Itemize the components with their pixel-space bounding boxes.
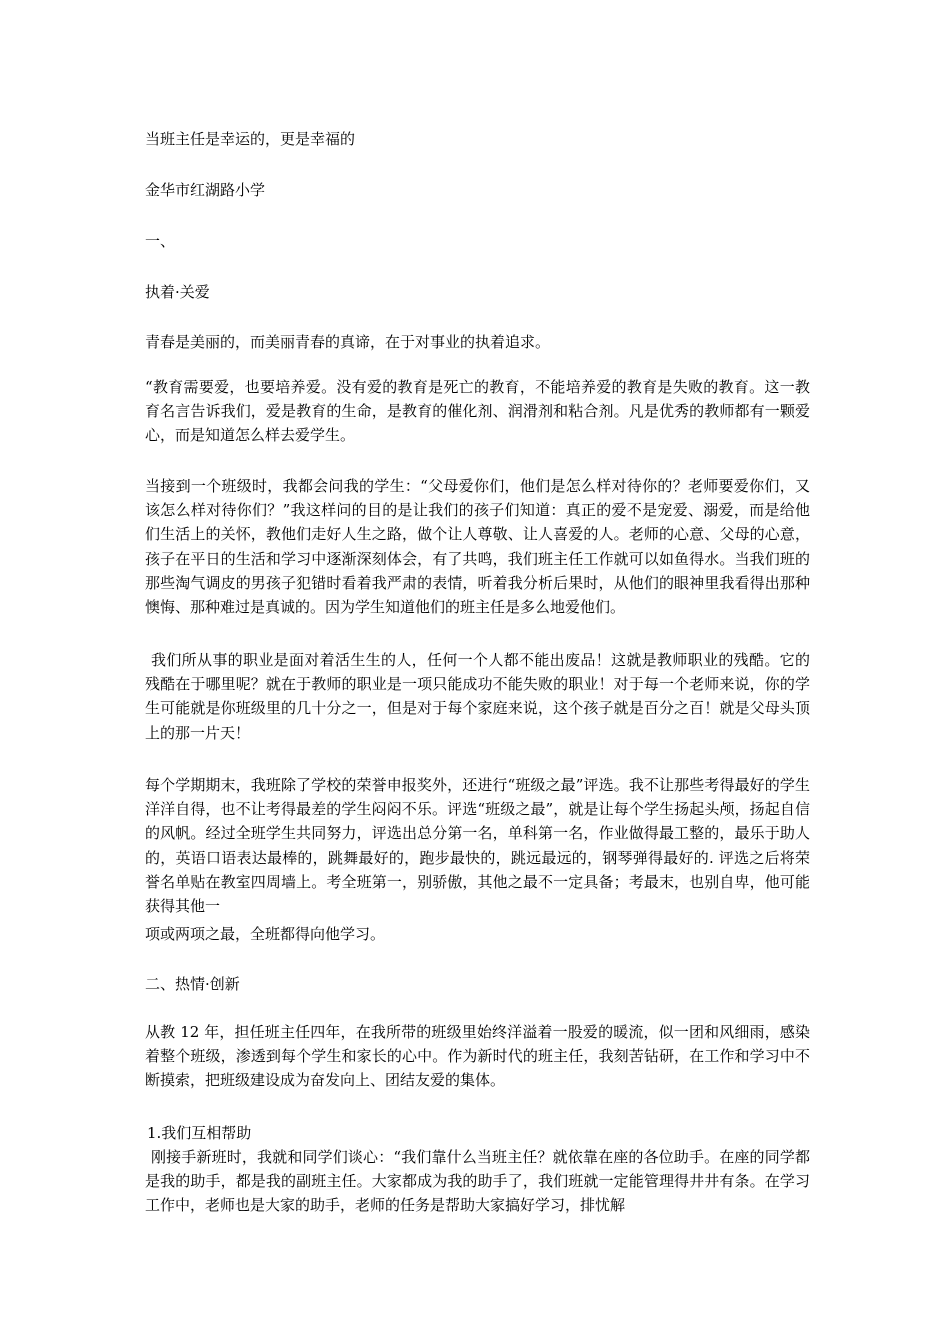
paragraph — [145, 1145, 810, 1218]
paragraph — [145, 474, 810, 619]
paragraph-text: 刚接手新班时，我就和同学们谈心：“我们靠什么当班主任？就依靠在座的各位助手。在座的同学都是我的助手，都是我的副班主任。大家都成为我的助手了，我们班就一定能管理得井井有条。在学习工作中，老师也是大家的助手，老师的任务是帮助大家搞好学习，排忧解 — [145, 1148, 810, 1215]
section-number: 一、 — [145, 232, 176, 250]
paragraph-text: 我们所从事的职业是面对着活生生的人，任何一个人都不能出废品！这就是教师职业的残酷。它的残酷在于哪里呢？就在于教师的职业是一项只能成功不能失败的职业！对于每一个老师来说，你的学生可能就是你班级里的几十分之一，但是对于每个家庭来说，这个孩子就是百分之百！就是父母头顶上的那一片天！ — [145, 651, 810, 742]
paragraph-tail: 项或两项之最，全班都得向他学习。 — [145, 925, 386, 943]
paragraph — [145, 773, 810, 918]
paragraph — [145, 1020, 810, 1093]
subheading: 1.我们互相帮助 — [147, 1124, 252, 1142]
paragraph — [145, 648, 810, 745]
paragraph-text: 从教 12 年，担任班主任四年，在我所带的班级里始终洋溢着一股爱的暖流，似一团和风细雨，感染着整个班级，渗透到每个学生和家长的心中。作为新时代的班主任，我刻苦钻研，在工作和学习中不断摸索，把班级建设成为奋发向上、团结友爱的集体。 — [145, 1023, 810, 1090]
school-name: 金华市红湖路小学 — [145, 181, 266, 199]
paragraph: 青春是美丽的，而美丽青春的真谛，在于对事业的执着追求。 — [145, 333, 551, 351]
paragraph-text: “教育需要爱，也要培养爱。没有爱的教育是死亡的教育，不能培养爱的教育是失败的教育。这一教育名言告诉我们，爱是教育的生命，是教育的催化剂、润滑剂和粘合剂。凡是优秀的教师都有一颗爱心，而是知道怎么样去爱学生。 — [145, 378, 810, 445]
paragraph-text: 当接到一个班级时，我都会问我的学生：“父母爱你们，他们是怎么样对待你的？老师要爱你们，又该怎么样对待你们？”我这样问的目的是让我们的孩子们知道：真正的爱不是宠爱、溺爱，而是给他们生活上的关怀，教他们走好人生之路，做个让人尊敬、让人喜爱的人。老师的心意、父母的心意，孩子在平日的生活和学习中逐渐深刻体会，有了共鸣，我们班主任工作就可以如鱼得水。当我们班的那些淘气调皮的男孩子犯错时看着我严肃的表情，听着我分析后果时，从他们的眼神里我看得出那种懊悔、那种难过是真诚的。因为学生知道他们的班主任是多么地爱他们。 — [145, 477, 810, 617]
section-heading: 二、热情·创新 — [145, 975, 240, 993]
document-title: 当班主任是幸运的，更是幸福的 — [145, 130, 356, 148]
section-heading: 执着·关爱 — [145, 283, 210, 301]
paragraph-text: 每个学期期末，我班除了学校的荣誉申报奖外，还进行“班级之最”评选。我不让那些考得最好的学生洋洋自得，也不让考得最差的学生闷闷不乐。评选“班级之最”，就是让每个学生扬起头颅，扬起自信的风帆。经过全班学生共同努力，评选出总分第一名，单科第一名，作业做得最工整的，最乐于助人的，英语口语表达最棒的，跳舞最好的，跑步最快的，跳远最远的，钢琴弹得最好的. 评选之后将荣誉名单贴在教室四周墙上。考全班第一，别骄傲，其他之最不一定具备；考最末，也别自卑，他可能获得其他一 — [145, 776, 810, 916]
paragraph — [145, 375, 810, 448]
